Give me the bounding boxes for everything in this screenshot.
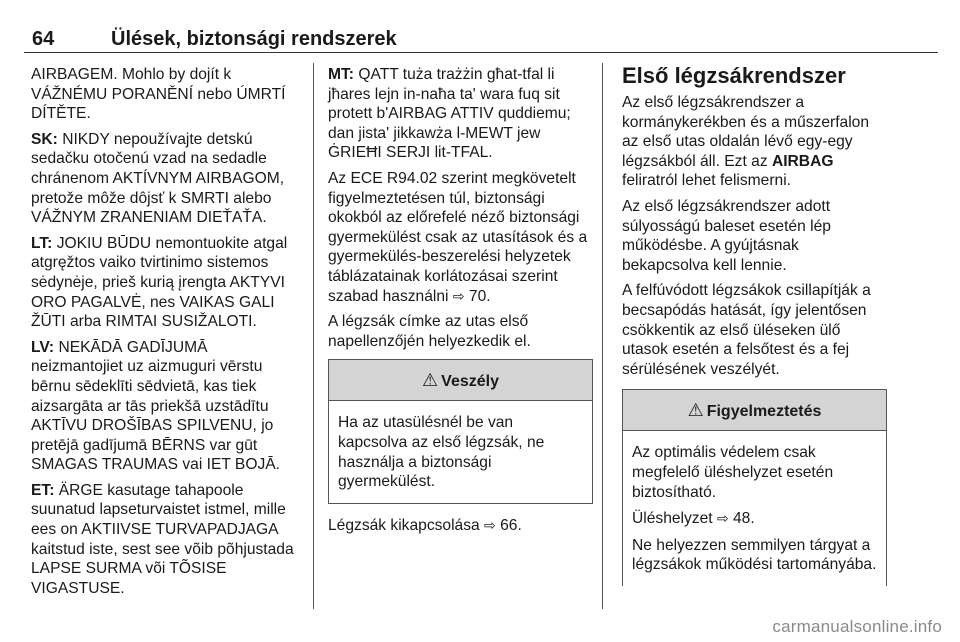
page-ref-arrow-icon: ⇨ bbox=[452, 287, 465, 304]
page-ref-link[interactable]: 66. bbox=[495, 516, 522, 534]
page-ref-arrow-icon: ⇨ bbox=[484, 516, 496, 533]
danger-box-body bbox=[329, 401, 592, 502]
page-ref-arrow-icon: ⇨ bbox=[716, 510, 729, 527]
warning-triangle-icon: ⚠ bbox=[422, 370, 439, 391]
warning-box-body bbox=[623, 431, 886, 586]
section-heading: Első légzsákrendszer bbox=[622, 63, 846, 88]
column-2 bbox=[328, 65, 593, 541]
paragraph-system: Az első légzsákrendszer a kormánykerékben és a műszerfalon az első utas oldalán lévő egy-egy légzsákból áll. Ezt az AIRBAG feliratról lehet felismerni. bbox=[622, 94, 870, 190]
paragraph-label-location: A légzsák címke az utas első napellenzőjén helyezkedik el. bbox=[328, 313, 531, 350]
warning-text-2: Üléshelyzet ⇨ 48. bbox=[632, 510, 755, 528]
danger-text: Ha az utasülésnél be van kapcsolva az első légzsák, ne használja a biztonsági gyermekülést. bbox=[338, 414, 545, 491]
danger-box-header bbox=[329, 360, 592, 401]
page-ref-link[interactable]: 70. bbox=[464, 287, 491, 305]
warning-title: Figyelmeztetés bbox=[706, 403, 822, 421]
paragraph-mt: MT: QATT tuża trażżin għat-tfal li jħares lejn in-naħa ta' wara fuq sit protett b'AIRBAG ATTIV quddiemu; dan jista' jikkawża l-MEWT jew ĠRIEĦI SERJI lit-TFAL. bbox=[328, 66, 571, 162]
warning-box-header bbox=[623, 390, 886, 431]
paragraph-ece: Az ECE R94.02 szerint megkövetelt figyelmeztetésen túl, biztonsági okokból az előrefelé néző biztonsági gyermekülést csak az utasítások és a gyermekülés-beszerelési helyzetek táblázatainak korlátozásai szerint szabad használni ⇨ 70. bbox=[328, 169, 588, 305]
paragraph-lv: LV: NEKĀDĀ GADĪJUMĀ neizmantojiet uz aizmuguri vērstu bērnu sēdeklīti sēdvietā, kas tiek aizsargāta ar tās priekšā uzstādītu AKTĪVU DROŠĪBAS SPILVENU, jo pretējā gadījumā BĒRNS var gūt SMAGAS TRAUMAS vai IET BOJĀ. bbox=[31, 338, 280, 474]
warning-text-1: Az optimális védelem csak megfelelő üléshelyzet esetén biztosítható. bbox=[632, 444, 834, 501]
page-title: Ülések, biztonsági rendszerek bbox=[111, 28, 397, 50]
paragraph-cs: AIRBAGEM. Mohlo by dojít k VÁŽNÉMU PORANĚNÍ nebo ÚMRTÍ DÍTĚTE. bbox=[31, 66, 286, 123]
page-ref-link[interactable]: 48. bbox=[728, 510, 755, 528]
page-header bbox=[24, 27, 938, 53]
danger-title: Veszély bbox=[441, 373, 499, 391]
danger-box bbox=[328, 359, 593, 503]
paragraph-sk: SK: NIKDY nepoužívajte detskú sedačku otočenú vzad na sedadle chránenom AKTÍVNYM AIRBAGOM, pretože môže dôjsť k SMRTI alebo VÁŽNYM ZRANENIAM DIEŤAŤA. bbox=[31, 130, 285, 227]
paragraph-airbag-deactivation: Légzsák kikapcsolása ⇨ 66. bbox=[328, 516, 522, 534]
column-3 bbox=[622, 65, 887, 598]
column-divider-1 bbox=[313, 63, 314, 609]
paragraph-lt: LT: JOKIU BŪDU nemontuokite atgal atgręžtos vaiko tvirtinimo sistemos sėdynėje, prieš kurią įrengta AKTYVI ORO PAGALVĖ, nes VAIKAS GALI ŽŪTI arba RIMTAI SUSIŽALOTI. bbox=[31, 234, 288, 331]
paragraph-activation: Az első légzsákrendszer adott súlyosságú baleset esetén lép működésbe. A gyújtásnak bekapcsolva kell lennie. bbox=[622, 197, 831, 274]
paragraph-protection: A felfúvódott légzsákok csillapítják a becsapódás hatását, így jelentősen csökkentik az első üléseken ülő utasok esetén a felsőtest és a fej sérülésének veszélyét. bbox=[622, 282, 871, 378]
header-rule bbox=[24, 52, 938, 53]
column-1 bbox=[31, 65, 303, 604]
watermark: carmanualsonline.info bbox=[772, 617, 942, 636]
column-divider-2 bbox=[602, 63, 603, 609]
warning-triangle-icon: ⚠ bbox=[687, 400, 704, 421]
warning-text-3: Ne helyezzen semmilyen tárgyat a légzsákok működési tartományába. bbox=[632, 536, 877, 574]
warning-box bbox=[622, 389, 887, 586]
page-number: 64 bbox=[32, 28, 55, 50]
paragraph-et: ET: ÄRGE kasutage tahapoole suunatud lapseturvaistet istmel, mille ees on AKTIIVSE TURVAPADJAGA kaitstud iste, sest see võib põhjustada LAPSE SURMA või TÕSISE VIGASTUSE. bbox=[31, 481, 294, 597]
